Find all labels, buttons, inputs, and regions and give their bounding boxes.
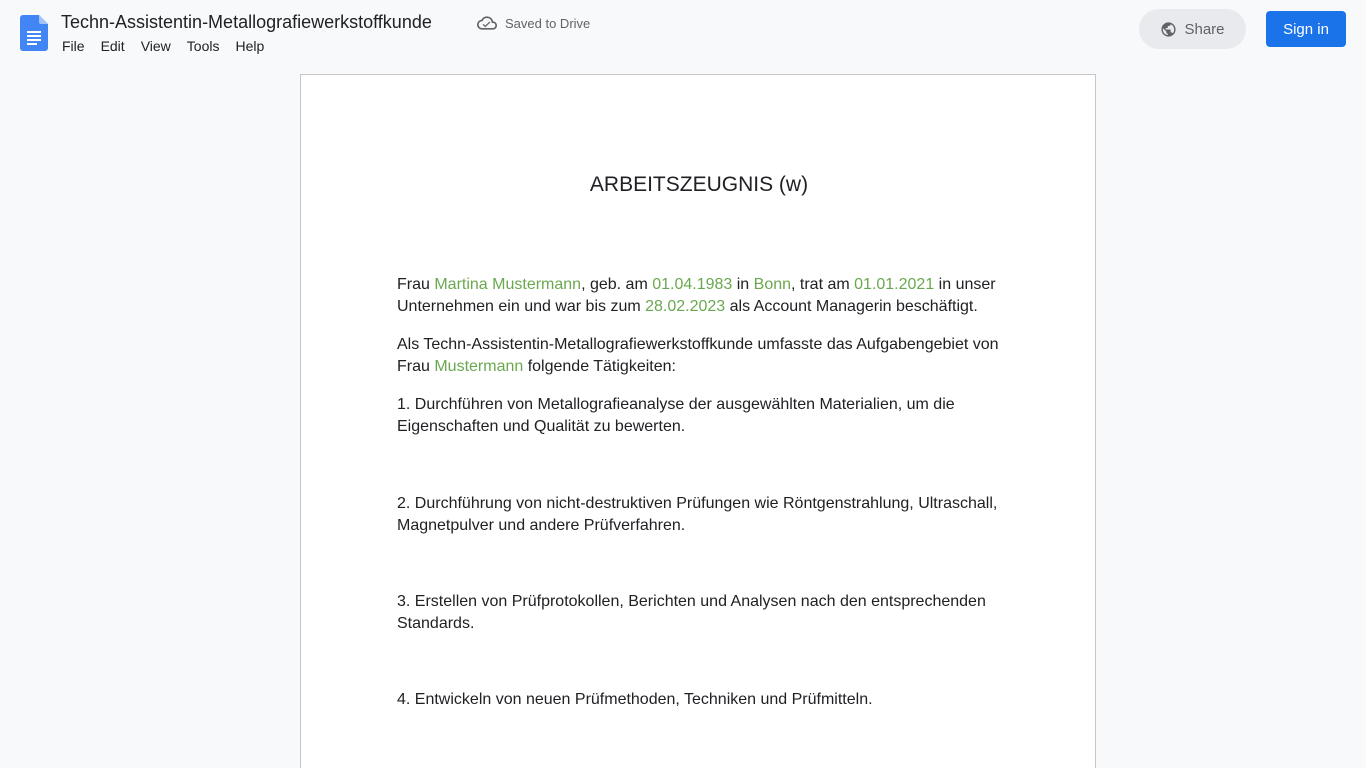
text-segment: Frau xyxy=(397,276,435,293)
menu-help[interactable]: Help xyxy=(235,38,265,54)
duty-item: 2. Durchführung von nicht-destruktiven Prüfungen wie Röntgenstrahlung, Ultraschall, Magnetpulver und andere Prüfverfahren. xyxy=(397,495,998,534)
paragraph-intro xyxy=(397,274,1001,318)
cloud-done-icon xyxy=(477,13,497,33)
save-status-label: Saved to Drive xyxy=(505,15,591,31)
sign-in-button[interactable]: Sign in xyxy=(1266,11,1346,47)
employee-name: Martina Mustermann xyxy=(434,276,582,293)
top-bar xyxy=(0,0,1366,66)
text-segment: in xyxy=(732,276,754,293)
document-page[interactable] xyxy=(300,74,1096,768)
menu-tools[interactable]: Tools xyxy=(186,38,220,54)
share-label: Share xyxy=(1184,20,1225,38)
text-segment: , trat am xyxy=(791,276,855,293)
menu-bar xyxy=(54,36,272,56)
text-segment: folgende Tätigkeiten: xyxy=(523,358,676,375)
text-segment: Als Techn-Assistentin-Metallografiewerkstoffkunde umfasste das Aufgabengebiet von Frau xyxy=(397,336,999,375)
text-segment: als Account Managerin beschäftigt. xyxy=(725,298,978,315)
text-segment: in unser Unternehmen ein und war bis zum xyxy=(397,276,996,315)
birth-city: Bonn xyxy=(753,276,792,293)
document-title[interactable]: Techn-Assistentin-Metallografiewerkstoffkunde xyxy=(61,12,432,32)
share-button[interactable] xyxy=(1139,9,1246,49)
birth-date: 01.04.1983 xyxy=(652,276,733,293)
menu-edit[interactable]: Edit xyxy=(100,38,125,54)
duty-item: 1. Durchführen von Metallografieanalyse der ausgewählten Materialien, um die Eigenschaften und Qualität zu bewerten. xyxy=(397,396,955,435)
duty-item: 4. Entwickeln von neuen Prüfmethoden, Techniken und Prüfmitteln. xyxy=(397,691,873,708)
duty-item: 3. Erstellen von Prüfprotokollen, Berichten und Analysen nach den entsprechenden Standards. xyxy=(397,593,986,632)
save-status[interactable] xyxy=(477,13,590,33)
document-heading: ARBEITSZEUGNIS (w) xyxy=(589,173,809,196)
start-date: 01.01.2021 xyxy=(854,276,935,293)
paragraph-duties-intro xyxy=(397,334,1001,378)
globe-icon xyxy=(1160,21,1177,38)
end-date: 28.02.2023 xyxy=(645,298,726,315)
docs-logo-icon[interactable] xyxy=(20,15,48,51)
employee-surname: Mustermann xyxy=(434,358,524,375)
text-segment: , geb. am xyxy=(581,276,653,293)
menu-view[interactable]: View xyxy=(140,38,171,54)
menu-file[interactable]: File xyxy=(62,38,85,54)
